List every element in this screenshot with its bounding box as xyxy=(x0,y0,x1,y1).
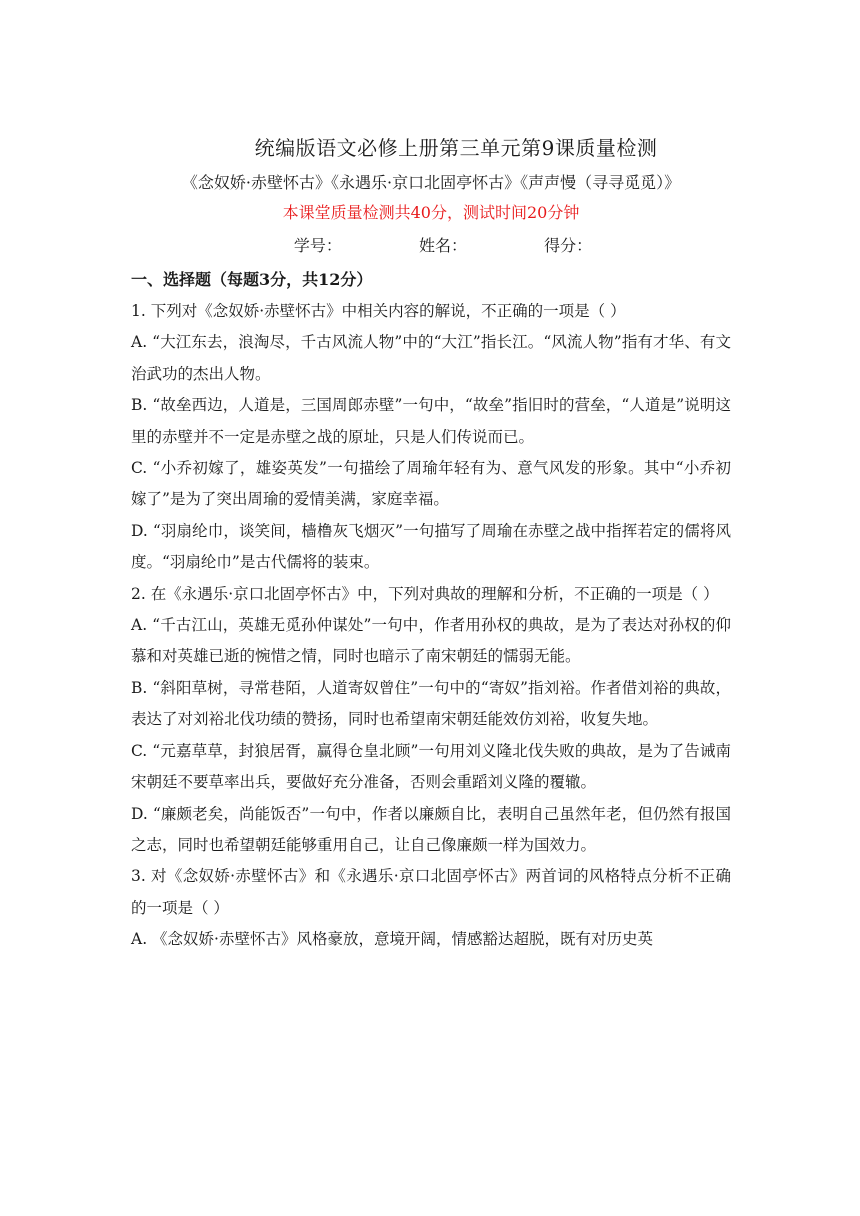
question-stem: 3. 对《念奴娇·赤壁怀古》和《永遇乐·京口北固亭怀古》两首词的风格特点分析不正确的一项是（ ） xyxy=(131,867,731,917)
question-stem: 1. 下列对《念奴娇·赤壁怀古》中相关内容的解说，不正确的一项是（ ） xyxy=(131,302,626,320)
question-option: A. “大江东去，浪淘尽，千古风流人物”中的“大江”指长江。“风流人物”指有才华、有文治武功的杰出人物。 xyxy=(131,333,731,383)
student-info-fields xyxy=(155,230,731,262)
question-option: B. “故垒西边，人道是，三国周郎赤壁”一句中，“故垒”指旧时的营垒，“人道是”说明这里的赤壁并不一定是赤壁之战的原址，只是人们传说而已。 xyxy=(131,396,731,446)
question-option: A. “千古江山，英雄无觅孙仲谋处”一句中，作者用孙权的典故，是为了表达对孙权的仰慕和对英雄已逝的惋惜之情，同时也暗示了南宋朝廷的懦弱无能。 xyxy=(131,616,731,666)
question-option: C. “小乔初嫁了，雄姿英发”一句描绘了周瑜年轻有为、意气风发的形象。其中“小乔初嫁了”是为了突出周瑜的爱情美满，家庭幸福。 xyxy=(131,459,731,509)
student-name-label: 姓名： xyxy=(418,236,467,255)
question-option: A. 《念奴娇·赤壁怀古》风格豪放，意境开阔，情感豁达超脱，既有对历史英 xyxy=(131,930,653,949)
question-option: C. “元嘉草草，封狼居胥，赢得仓皇北顾”一句用刘义隆北伐失败的典故，是为了告诫南宋朝廷不要草率出兵，要做好充分准备，否则会重蹈刘义隆的覆辙。 xyxy=(131,741,731,792)
test-notice: 本课堂质量检测共40分，测试时间20分钟 xyxy=(282,203,580,222)
question-option: B. “斜阳草树，寻常巷陌，人道寄奴曾住”一句中的“寄奴”指刘裕。作者借刘裕的典故，表达了对刘裕北伐功绩的赞扬，同时也希望南宋朝廷能效仿刘裕，收复失地。 xyxy=(131,678,731,729)
document-page xyxy=(131,130,731,956)
student-number-label: 学号： xyxy=(293,236,342,255)
page-title: 统编版语文必修上册第三单元第9课质量检测 xyxy=(254,136,658,160)
question-option: D. “廉颇老矣，尚能饭否”一句中，作者以廉颇自比，表明自己虽然年老，但仍然有报国之志，同时也希望朝廷能够重用自己，让自己像廉颇一样为国效力。 xyxy=(131,804,731,854)
question-stem: 2. 在《永遇乐·京口北固亭怀古》中，下列对典故的理解和分析，不正确的一项是（ ） xyxy=(131,584,719,603)
section-heading: 一、选择题（每题3分，共12分） xyxy=(131,270,373,289)
page-subtitle: 《念奴娇·赤壁怀古》《永遇乐·京口北固亭怀古》《声声慢（寻寻觅觅）》 xyxy=(181,173,681,192)
question-option: D. “羽扇纶巾，谈笑间，樯橹灰飞烟灭”一句描写了周瑜在赤壁之战中指挥若定的儒将风度。“羽扇纶巾”是古代儒将的装束。 xyxy=(131,521,731,572)
score-label: 得分： xyxy=(544,236,593,255)
